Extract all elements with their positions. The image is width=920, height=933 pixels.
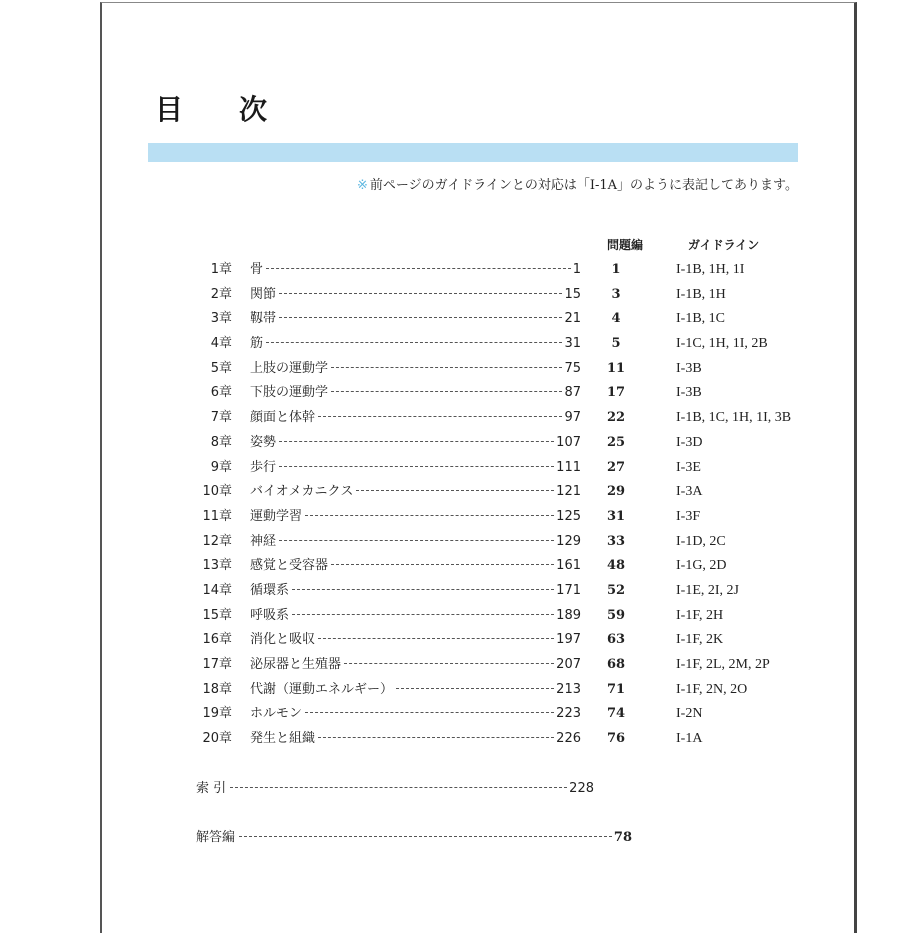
leader-dots <box>318 416 562 417</box>
chapter-entry <box>250 506 581 528</box>
note-text: 前ページのガイドラインとの対応は「I-1A」のように表記してあります。 <box>369 178 798 193</box>
mondai-page: 22 <box>606 410 626 426</box>
note-mark: ※ <box>356 178 368 193</box>
leader-dots <box>279 540 554 541</box>
toc-row[interactable] <box>0 506 920 531</box>
guideline-codes: I-1E, 2I, 2J <box>676 582 739 598</box>
mondai-page: 3 <box>611 286 621 302</box>
chapter-title: 発生と組織 <box>250 731 316 747</box>
chapter-page: 129 <box>556 533 581 549</box>
chapter-number: 11章 <box>202 508 232 524</box>
chapter-entry <box>250 407 581 429</box>
chapter-entry <box>250 358 581 380</box>
chapter-page: 223 <box>556 706 581 722</box>
chapter-title: 上肢の運動学 <box>250 360 329 376</box>
answers-label: 解答編 <box>196 830 236 845</box>
guideline-codes: I-1B, 1C, 1H, 1I, 3B <box>676 410 792 426</box>
chapter-number: 17章 <box>202 657 232 672</box>
chapter-entry <box>250 531 581 553</box>
chapter-entry <box>250 382 581 404</box>
mondai-page: 59 <box>606 607 626 623</box>
chapter-entry <box>250 728 581 750</box>
toc-row[interactable] <box>0 481 920 506</box>
chapter-entry <box>250 457 581 479</box>
chapter-number: 3章 <box>210 311 232 327</box>
index-page: 228 <box>569 781 594 796</box>
mondai-page: 29 <box>606 484 626 500</box>
leader-dots <box>230 787 567 788</box>
chapter-entry <box>250 605 581 627</box>
guideline-codes: I-1B, 1H, 1I <box>676 262 745 277</box>
leader-dots <box>318 638 554 639</box>
toc-row[interactable] <box>0 728 920 753</box>
chapter-number: 7章 <box>210 410 232 426</box>
chapter-title: 神経 <box>250 533 277 549</box>
answers-page: 78 <box>613 830 632 845</box>
toc-row[interactable] <box>0 358 920 383</box>
chapter-title: バイオメカニクス <box>250 484 354 500</box>
toc-row[interactable] <box>0 629 920 654</box>
toc-row[interactable] <box>0 531 920 556</box>
mondai-page: 63 <box>606 632 626 648</box>
mondai-page: 11 <box>606 360 626 376</box>
mondai-page: 17 <box>606 385 626 401</box>
header-mondai: 問題編 <box>607 238 644 252</box>
leader-dots <box>279 441 554 442</box>
leader-dots <box>266 268 571 269</box>
toc-row[interactable] <box>0 654 920 679</box>
mondai-page: 33 <box>606 533 626 549</box>
chapter-number: 12章 <box>202 533 232 549</box>
chapter-title: 姿勢 <box>250 434 277 450</box>
leader-dots <box>356 490 554 491</box>
chapter-number: 20章 <box>202 731 232 747</box>
toc-row[interactable] <box>0 555 920 580</box>
chapter-number: 6章 <box>210 385 232 401</box>
chapter-page: 121 <box>556 484 581 500</box>
toc-row[interactable] <box>0 407 920 432</box>
page-title: 目 次 <box>155 93 282 126</box>
chapter-entry <box>250 308 581 330</box>
mondai-page: 1 <box>611 262 621 277</box>
chapter-entry <box>250 333 581 355</box>
leader-dots <box>396 688 554 689</box>
header-guideline: ガイドライン <box>688 238 760 252</box>
leader-dots <box>239 836 612 837</box>
guideline-note <box>240 174 798 193</box>
guideline-codes: I-1B, 1C <box>676 311 725 327</box>
guideline-codes: I-3A <box>676 484 703 500</box>
chapter-number: 5章 <box>210 360 232 376</box>
leader-dots <box>279 293 562 294</box>
leader-dots <box>331 391 562 392</box>
mondai-page: 71 <box>606 681 626 697</box>
chapter-number: 15章 <box>202 607 232 623</box>
chapter-page: 197 <box>556 632 581 648</box>
chapter-title: 関節 <box>250 286 277 302</box>
leader-dots <box>344 663 554 664</box>
chapter-title: 代謝（運動エネルギー） <box>250 681 394 697</box>
mondai-page: 74 <box>606 706 626 722</box>
guideline-codes: I-3F <box>676 508 701 524</box>
chapter-number: 14章 <box>202 582 232 598</box>
chapter-entry <box>250 703 581 725</box>
leader-dots <box>305 712 554 713</box>
toc-list <box>0 259 920 753</box>
toc-answers-entry[interactable] <box>196 827 632 849</box>
guideline-codes: I-3B <box>676 360 702 376</box>
guideline-codes: I-1A <box>676 731 703 747</box>
chapter-number: 2章 <box>210 286 232 302</box>
chapter-title: 運動学習 <box>250 508 303 524</box>
mondai-page: 25 <box>606 434 626 450</box>
mondai-page: 5 <box>611 336 621 352</box>
chapter-entry <box>250 284 581 306</box>
chapter-entry <box>250 555 581 577</box>
toc-row[interactable] <box>0 333 920 358</box>
guideline-codes: I-1D, 2C <box>676 533 726 549</box>
mondai-page: 31 <box>606 508 626 524</box>
chapter-number: 4章 <box>210 336 232 352</box>
chapter-title: 靱帯 <box>250 311 277 327</box>
chapter-number: 18章 <box>202 681 232 697</box>
chapter-title: 筋 <box>250 336 264 352</box>
toc-row[interactable] <box>0 284 920 309</box>
chapter-number: 19章 <box>202 706 232 722</box>
mondai-page: 48 <box>606 558 626 574</box>
chapter-number: 1章 <box>210 262 232 277</box>
toc-index-entry[interactable] <box>196 778 594 800</box>
chapter-title: 泌尿器と生殖器 <box>250 657 342 672</box>
chapter-title: 下肢の運動学 <box>250 385 329 401</box>
chapter-entry <box>250 432 581 454</box>
chapter-page: 189 <box>556 607 581 623</box>
guideline-codes: I-1B, 1H <box>676 286 726 302</box>
chapter-page: 213 <box>556 681 581 697</box>
mondai-page: 68 <box>606 657 626 672</box>
chapter-number: 13章 <box>202 558 232 574</box>
guideline-codes: I-1F, 2K <box>676 632 724 648</box>
guideline-codes: I-2N <box>676 706 703 722</box>
chapter-title: 感覚と受容器 <box>250 558 329 574</box>
chapter-title: 骨 <box>250 262 264 277</box>
leader-dots <box>279 317 562 318</box>
chapter-page: 107 <box>556 434 581 450</box>
chapter-entry <box>250 679 581 701</box>
leader-dots <box>331 564 554 565</box>
leader-dots <box>331 367 562 368</box>
chapter-page: 15 <box>564 286 581 302</box>
leader-dots <box>318 737 554 738</box>
chapter-page: 161 <box>556 558 581 574</box>
guideline-codes: I-1C, 1H, 1I, 2B <box>676 336 768 352</box>
leader-dots <box>292 589 554 590</box>
chapter-number: 10章 <box>202 484 232 500</box>
chapter-title: 循環系 <box>250 582 290 598</box>
guideline-codes: I-3E <box>676 459 701 475</box>
chapter-number: 16章 <box>202 632 232 648</box>
leader-dots <box>305 515 554 516</box>
guideline-codes: I-3B <box>676 385 702 401</box>
toc-row[interactable] <box>0 605 920 630</box>
chapter-page: 226 <box>556 731 581 747</box>
chapter-page: 171 <box>556 582 581 598</box>
chapter-page: 75 <box>564 360 581 376</box>
toc-row[interactable] <box>0 308 920 333</box>
toc-row[interactable] <box>0 703 920 728</box>
chapter-page: 125 <box>556 508 581 524</box>
chapter-title: 歩行 <box>250 459 277 475</box>
leader-dots <box>292 614 554 615</box>
chapter-title: ホルモン <box>250 706 303 722</box>
guideline-codes: I-1F, 2N, 2O <box>676 681 748 697</box>
chapter-page: 97 <box>564 410 581 426</box>
toc-row[interactable] <box>0 382 920 407</box>
leader-dots <box>266 342 562 343</box>
mondai-page: 52 <box>606 582 626 598</box>
chapter-title: 消化と吸収 <box>250 632 316 648</box>
chapter-entry <box>250 580 581 602</box>
toc-row[interactable] <box>0 580 920 605</box>
index-label: 索 引 <box>196 781 227 796</box>
chapter-page: 31 <box>564 336 581 352</box>
chapter-page: 87 <box>564 385 581 401</box>
mondai-page: 27 <box>606 459 626 475</box>
toc-row[interactable] <box>0 259 920 284</box>
chapter-entry <box>250 654 581 676</box>
toc-row[interactable] <box>0 457 920 482</box>
title-band <box>148 143 798 162</box>
mondai-page: 76 <box>606 731 626 747</box>
chapter-page: 1 <box>572 262 581 277</box>
chapter-page: 111 <box>556 459 581 475</box>
chapter-page: 21 <box>564 311 581 327</box>
leader-dots <box>279 466 554 467</box>
toc-row[interactable] <box>0 432 920 457</box>
toc-row[interactable] <box>0 679 920 704</box>
chapter-entry <box>250 629 581 651</box>
guideline-codes: I-1F, 2H <box>676 607 724 623</box>
guideline-codes: I-1G, 2D <box>676 558 727 574</box>
chapter-title: 呼吸系 <box>250 607 290 623</box>
chapter-entry <box>250 481 581 503</box>
chapter-entry <box>250 259 581 281</box>
chapter-title: 顔面と体幹 <box>250 410 316 426</box>
mondai-page: 4 <box>611 311 621 327</box>
chapter-number: 8章 <box>210 434 232 450</box>
guideline-codes: I-1F, 2L, 2M, 2P <box>676 657 770 672</box>
guideline-codes: I-3D <box>676 434 703 450</box>
chapter-page: 207 <box>556 657 581 672</box>
chapter-number: 9章 <box>210 459 232 475</box>
